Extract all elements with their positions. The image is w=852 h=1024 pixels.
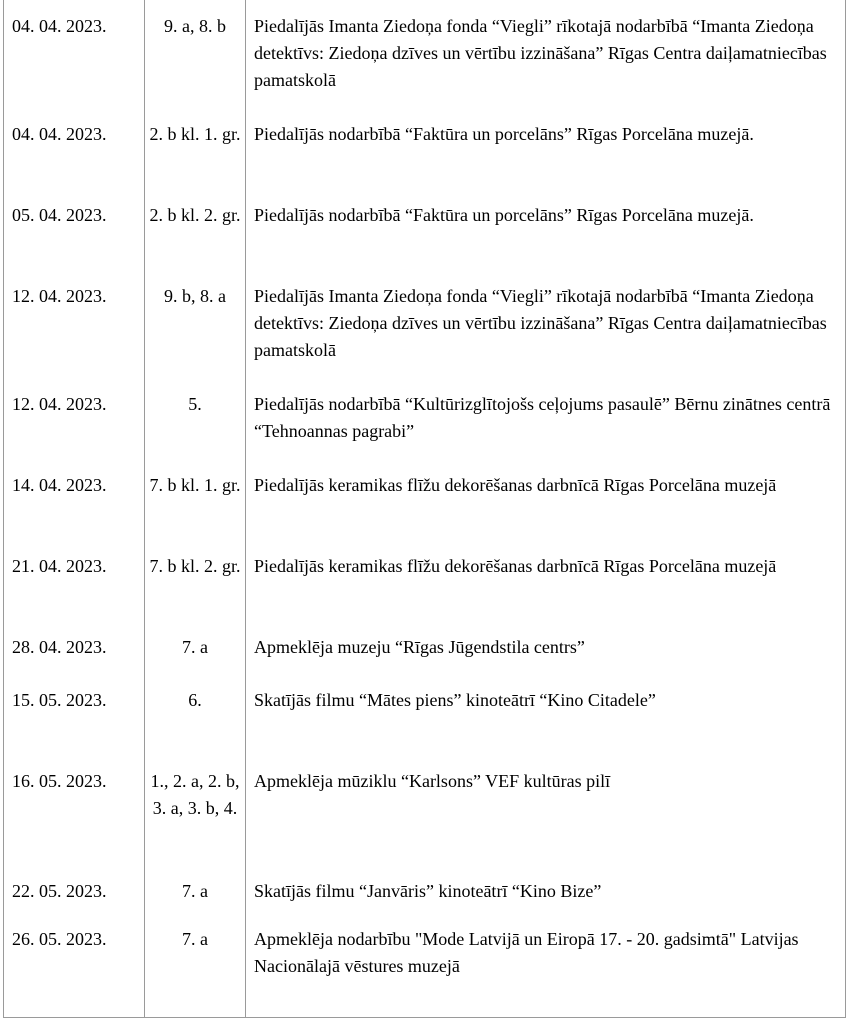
date-text: 05. 04. 2023. xyxy=(12,205,107,225)
date-text: 14. 04. 2023. xyxy=(12,475,107,495)
date-cell xyxy=(4,621,145,674)
class-cell xyxy=(145,755,246,865)
date-cell xyxy=(4,378,145,459)
class-cell xyxy=(145,540,246,621)
description-text: Piedalījās Imanta Ziedoņa fonda “Viegli” rīkotajā nodarbībā “Imanta Ziedoņa detektīvs: Ziedoņa dzīves un vērtību izzināšana” Rīgas Centra daiļamatniecības pamatskolā xyxy=(254,16,827,90)
table-row xyxy=(4,674,846,755)
class-text: 9. a, 8. b xyxy=(164,16,226,36)
description-cell xyxy=(246,913,846,1017)
class-cell xyxy=(145,865,246,913)
description-cell xyxy=(246,270,846,378)
description-cell xyxy=(246,865,846,913)
description-text: Skatījās filmu “Mātes piens” kinoteātrī “Kino Citadele” xyxy=(254,690,656,710)
class-cell xyxy=(145,189,246,270)
date-text: 21. 04. 2023. xyxy=(12,556,107,576)
class-text: 7. a xyxy=(182,637,208,657)
table-row xyxy=(4,189,846,270)
date-text: 04. 04. 2023. xyxy=(12,124,107,144)
table-row xyxy=(4,865,846,913)
class-text: 6. xyxy=(188,690,202,710)
date-cell xyxy=(4,108,145,189)
description-text: Skatījās filmu “Janvāris” kinoteātrī “Kino Bize” xyxy=(254,881,602,901)
date-cell xyxy=(4,674,145,755)
description-text: Apmeklēja nodarbību "Mode Latvijā un Eiropā 17. - 20. gadsimtā" Latvijas Nacionālajā vēstures muzejā xyxy=(254,929,799,976)
table-row xyxy=(4,0,846,108)
table-row xyxy=(4,108,846,189)
description-cell xyxy=(246,674,846,755)
class-cell xyxy=(145,674,246,755)
table-row xyxy=(4,540,846,621)
class-cell xyxy=(145,459,246,540)
class-text: 7. a xyxy=(182,881,208,901)
description-text: Apmeklēja muzeju “Rīgas Jūgendstila centrs” xyxy=(254,637,585,657)
description-text: Piedalījās nodarbībā “Faktūra un porcelāns” Rīgas Porcelāna muzejā. xyxy=(254,124,754,144)
table-row xyxy=(4,459,846,540)
date-text: 26. 05. 2023. xyxy=(12,929,107,949)
date-cell xyxy=(4,540,145,621)
date-cell xyxy=(4,913,145,1017)
class-text: 7. b kl. 2. gr. xyxy=(149,556,241,576)
description-text: Piedalījās keramikas flīžu dekorēšanas darbnīcā Rīgas Porcelāna muzejā xyxy=(254,475,777,495)
class-cell xyxy=(145,913,246,1017)
description-text: Piedalījās keramikas flīžu dekorēšanas darbnīcā Rīgas Porcelāna muzejā xyxy=(254,556,777,576)
date-cell xyxy=(4,270,145,378)
date-cell xyxy=(4,865,145,913)
description-cell xyxy=(246,459,846,540)
date-text: 04. 04. 2023. xyxy=(12,16,107,36)
class-text: 9. b, 8. a xyxy=(164,286,226,306)
class-text: 7. a xyxy=(182,929,208,949)
events-table xyxy=(3,0,846,1018)
date-cell xyxy=(4,0,145,108)
class-cell xyxy=(145,0,246,108)
description-cell xyxy=(246,0,846,108)
class-text: 5. xyxy=(188,394,202,414)
date-text: 16. 05. 2023. xyxy=(12,771,107,791)
class-text: 7. b kl. 1. gr. xyxy=(149,475,241,495)
date-text: 15. 05. 2023. xyxy=(12,690,107,710)
description-cell xyxy=(246,108,846,189)
date-cell xyxy=(4,755,145,865)
description-text: Piedalījās nodarbībā “Faktūra un porcelāns” Rīgas Porcelāna muzejā. xyxy=(254,205,754,225)
table-row xyxy=(4,270,846,378)
date-text: 12. 04. 2023. xyxy=(12,394,107,414)
description-cell xyxy=(246,621,846,674)
description-text: Piedalījās nodarbībā “Kultūrizglītojošs ceļojums pasaulē” Bērnu zinātnes centrā “Tehnoannas pagrabi” xyxy=(254,394,831,441)
description-text: Apmeklēja mūziklu “Karlsons” VEF kultūras pilī xyxy=(254,771,611,791)
description-text: Piedalījās Imanta Ziedoņa fonda “Viegli” rīkotajā nodarbībā “Imanta Ziedoņa detektīvs: Ziedoņa dzīves un vērtību izzināšana” Rīgas Centra daiļamatniecības pamatskolā xyxy=(254,286,827,360)
date-text: 22. 05. 2023. xyxy=(12,881,107,901)
date-text: 28. 04. 2023. xyxy=(12,637,107,657)
class-cell xyxy=(145,378,246,459)
class-text: 2. b kl. 1. gr. xyxy=(149,124,241,144)
date-cell xyxy=(4,189,145,270)
date-cell xyxy=(4,459,145,540)
class-cell xyxy=(145,621,246,674)
class-cell xyxy=(145,270,246,378)
description-cell xyxy=(246,378,846,459)
class-text: 1., 2. a, 2. b, 3. a, 3. b, 4. xyxy=(150,771,240,818)
events-table-body xyxy=(4,0,846,1017)
date-text: 12. 04. 2023. xyxy=(12,286,107,306)
description-cell xyxy=(246,755,846,865)
table-row xyxy=(4,755,846,865)
table-row xyxy=(4,913,846,1017)
class-text: 2. b kl. 2. gr. xyxy=(149,205,241,225)
table-row xyxy=(4,378,846,459)
class-cell xyxy=(145,108,246,189)
description-cell xyxy=(246,189,846,270)
description-cell xyxy=(246,540,846,621)
table-row xyxy=(4,621,846,674)
